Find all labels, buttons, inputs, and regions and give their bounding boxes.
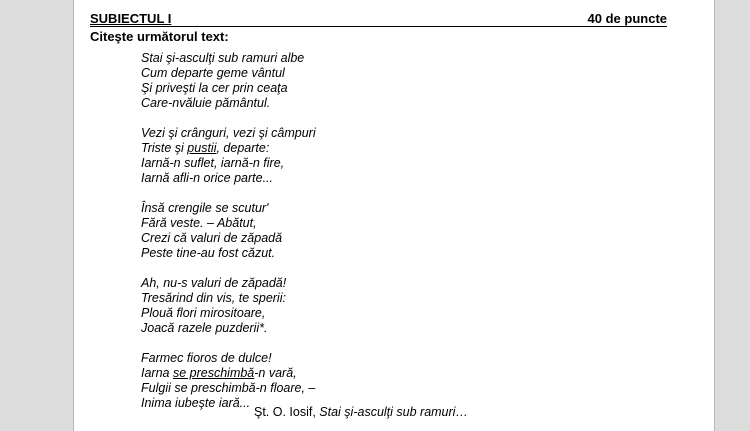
poem-line: Fără veste. – Abătut, xyxy=(141,216,257,230)
poem-line xyxy=(141,366,316,381)
poem-line: Iarnă-n suflet, iarnă-n fire, xyxy=(141,156,285,170)
poem-line: Şi priveşti la cer prin ceaţa xyxy=(141,81,288,95)
subject-title: SUBIECTUL I xyxy=(90,11,172,26)
poem-stanza xyxy=(141,351,316,411)
attribution-author: Şt. O. Iosif, xyxy=(254,405,320,419)
poem-stanza xyxy=(141,276,316,336)
attribution-title: Stai şi-asculţi sub ramuri… xyxy=(319,405,468,419)
poem-stanza xyxy=(141,51,316,111)
document-page xyxy=(73,0,715,431)
poem-line: Plouă flori mirositoare, xyxy=(141,306,266,320)
poem-line: Cum departe geme vântul xyxy=(141,66,285,80)
poem-line: Stai şi-asculţi sub ramuri albe xyxy=(141,51,305,65)
poem-line: Vezi şi crânguri, vezi şi câmpuri xyxy=(141,126,316,140)
poem-line: Farmec fioros de dulce! xyxy=(141,351,272,365)
poem-line: Iarnă afli-n orice parte... xyxy=(141,171,274,185)
poem-line-segment: -n vară, xyxy=(254,366,297,380)
poem-line: Ah, nu-s valuri de zăpadă! xyxy=(141,276,287,290)
poem-line: Inima iubeşte iară... xyxy=(141,396,251,410)
subject-header xyxy=(90,11,667,27)
points-label: 40 de puncte xyxy=(587,11,667,26)
poem-line: Fulgii se preschimbă-n floare, – xyxy=(141,381,316,395)
poem-line: Peste tine-au fost căzut. xyxy=(141,246,276,260)
poem-line: Joacă razele puzderii*. xyxy=(141,321,268,335)
poem-line-segment: Iarna xyxy=(141,366,173,380)
underlined-word: se preschimbă xyxy=(172,366,255,380)
poem-stanza xyxy=(141,201,316,261)
poem-line: Care-nvăluie pământul. xyxy=(141,96,271,110)
poem-line: Crezi că valuri de zăpadă xyxy=(141,231,283,245)
poem-line: Tresărind din vis, te sperii: xyxy=(141,291,286,305)
poem-line: Însă crengile se scutur' xyxy=(141,201,269,215)
poem-line-segment: , departe: xyxy=(216,141,270,155)
poem-line-segment: Triste şi xyxy=(141,141,188,155)
underlined-word: pustii xyxy=(187,141,217,155)
poem-line xyxy=(141,141,316,156)
poem-text xyxy=(141,51,316,426)
poem-attribution xyxy=(254,405,468,420)
poem-stanza xyxy=(141,126,316,186)
instruction-text: Citeşte următorul text: xyxy=(90,29,229,44)
